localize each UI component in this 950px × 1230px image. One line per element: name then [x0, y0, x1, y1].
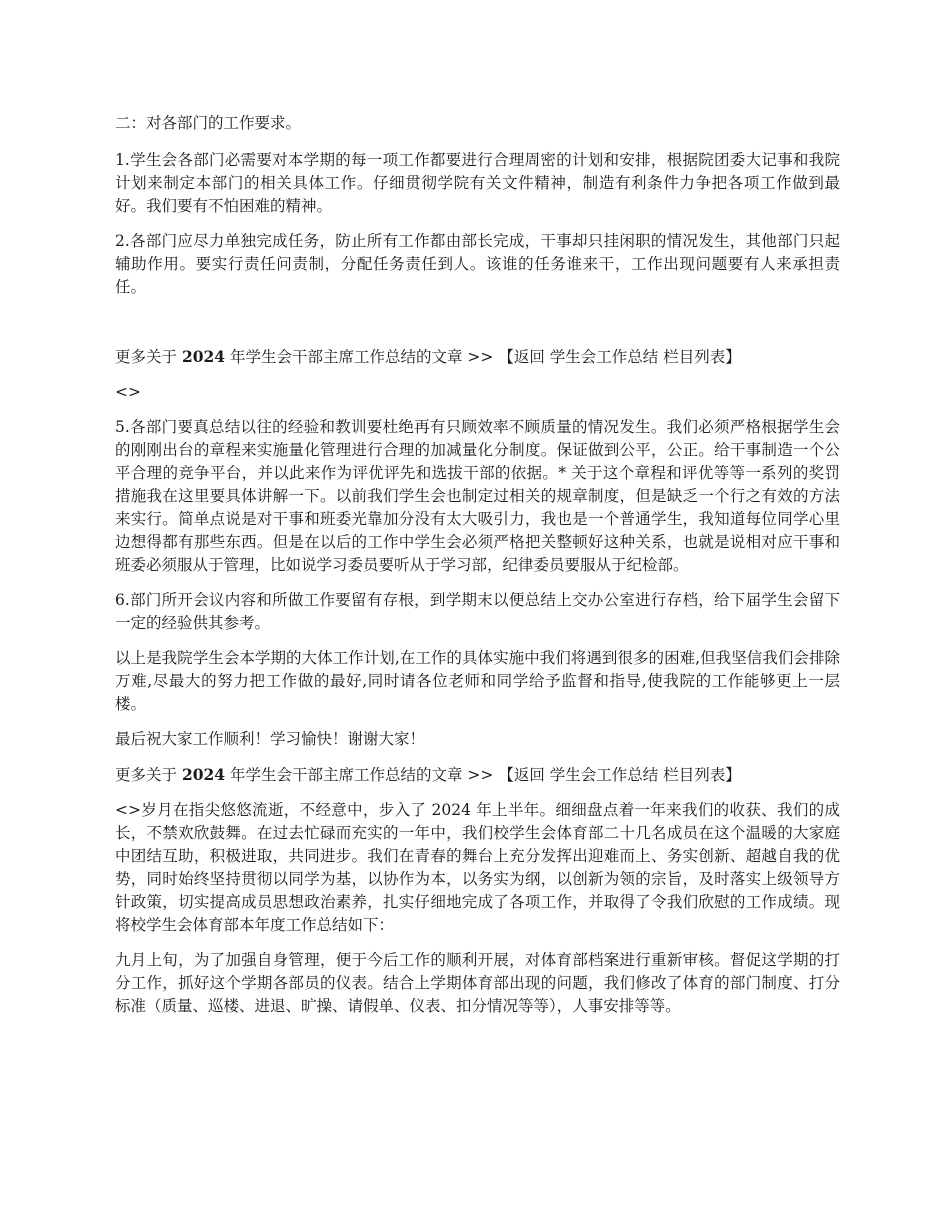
related-middle: 年学生会干部主席工作总结的文章 >> — [225, 766, 499, 784]
paragraph-6 — [115, 589, 840, 635]
related-articles-line — [115, 345, 840, 369]
paragraph-number: 5. — [115, 418, 130, 436]
paragraph-1 — [115, 149, 840, 218]
paragraph-number: 2. — [115, 232, 130, 250]
paragraph-sports-intro: <>岁月在指尖悠悠流逝，不经意中，步入了 2024 年上半年。细细盘点着一年来我们的收获、我们的成长，不禁欢欣鼓舞。在过去忙碌而充实的一年中，我们校学生会体育部二十几名成员在这个温暖的大家庭中团结互助，积极进取，共同进步。我们在青春的舞台上充分发挥出迎难而上、务实创新、超越自我的优势，同时始终坚持贯彻以同学为基，以协作为本，以务实为纲，以创新为领的宗旨，及时落实上级领导方针政策，切实提高成员思想政治素养，扎实仔细地完成了各项工作，并取得了令我们欣慰的工作成绩。现将校学生会体育部本年度工作总结如下： — [115, 801, 840, 934]
paragraph-5 — [115, 416, 840, 577]
related-prefix: 更多关于 — [115, 766, 182, 784]
return-to-list-link[interactable]: 【返回 学生会工作总结 栏目列表】 — [498, 348, 741, 366]
paragraph-number: 6. — [115, 591, 130, 609]
spacer — [115, 311, 840, 345]
related-articles-line — [115, 763, 840, 787]
paragraph-2 — [115, 230, 840, 299]
paragraph-september: 九月上旬，为了加强自身管理，便于今后工作的顺利开展，对体育部档案进行重新审核。督促这学期的打分工作，抓好这个学期各部员的仪表。结合上学期体育部出现的问题，我们修改了体育的部门制度、打分标准（质量、巡楼、进退、旷操、请假单、仪表、扣分情况等等），人事安排等等。 — [115, 951, 840, 1015]
related-prefix: 更多关于 — [115, 348, 182, 366]
related-middle: 年学生会干部主席工作总结的文章 >> — [225, 348, 499, 366]
marker-text: <> — [115, 383, 141, 401]
paragraph-text: 各部门应尽力单独完成任务，防止所有工作都由部长完成，干事却只挂闲职的情况发生，其他部门只起辅助作用。要实行责任问责制，分配任务责任到人。该谁的任务谁来干，工作出现问题要有人来承担责任。 — [115, 232, 840, 296]
paragraph-closing: 以上是我院学生会本学期的大体工作计划,在工作的具体实施中我们将遇到很多的困难,但我坚信我们会排除万难,尽最大的努力把工作做的最好,同时请各位老师和同学给予监督和指导,使我院的工作能够更上一层楼。 — [115, 649, 840, 713]
paragraph-wishes: 最后祝大家工作顺利！学习愉快！谢谢大家！ — [115, 730, 426, 748]
related-year: 2024 — [181, 765, 226, 784]
paragraph-text: 各部门要真总结以往的经验和教训要杜绝再有只顾效率不顾质量的情况发生。我们必须严格根据学生会的刚刚出台的章程来实施量化管理进行合理的加减量化分制度。保证做到公平，公正。给干事制造一个公平合理的竞争平台，并以此来作为评优评先和选拔干部的依据。* 关于这个章程和评优等等一系列的奖罚措施我在这里要具体讲解一下。以前我们学生会也制定过相关的规章制度，但是缺乏一个行之有效的方法来实行。简单点说是对干事和班委光靠加分没有太大吸引力，我也是一个普通学生，我知道每位同学心里边想得都有那些东西。但是在以后的工作中学生会必须严格把关整顿好这种关系，也就是说相对应干事和班委必须服从于管理，比如说学习委员要听从于学习部，纪律委员要服从于纪检部。 — [115, 418, 840, 574]
return-to-list-link[interactable]: 【返回 学生会工作总结 栏目列表】 — [498, 766, 741, 784]
paragraph-text: 部门所开会议内容和所做工作要留有存根，到学期末以便总结上交办公室进行存档，给下届学生会留下一定的经验供其参考。 — [115, 591, 840, 632]
related-year: 2024 — [181, 347, 226, 366]
paragraph-text: 学生会各部门必需要对本学期的每一项工作都要进行合理周密的计划和安排，根据院团委大记事和我院计划来制定本部门的相关具体工作。仔细贯彻学院有关文件精神，制造有利条件力争把各项工作做到最好。我们要有不怕困难的精神。 — [115, 151, 840, 215]
section-heading: 二：对各部门的工作要求。 — [115, 114, 302, 132]
document-body — [115, 112, 840, 1030]
paragraph-number: 1. — [115, 151, 130, 169]
